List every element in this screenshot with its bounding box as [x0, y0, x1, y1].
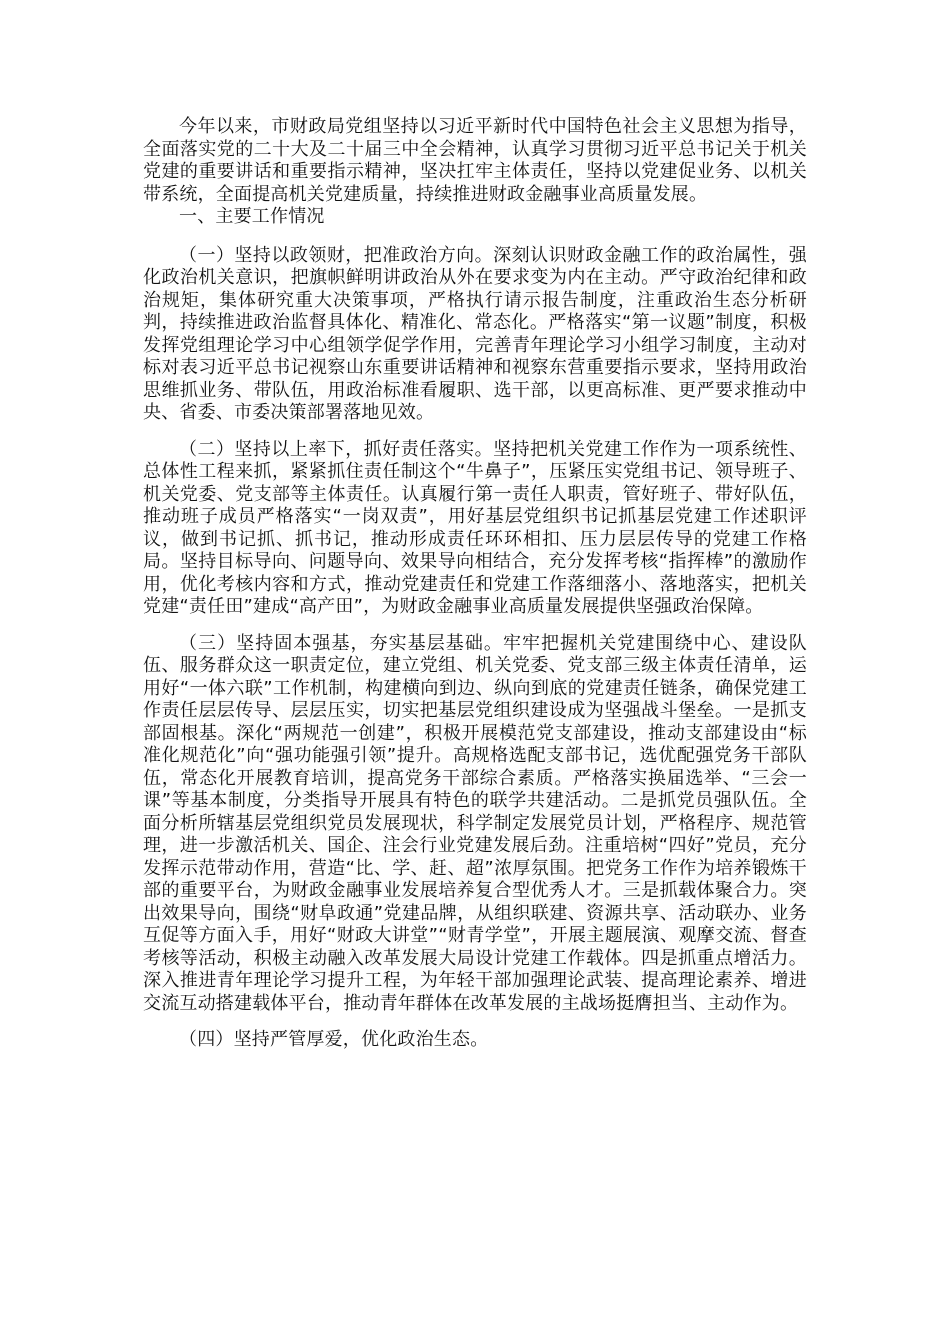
paragraph-1: （一）坚持以政领财，把准政治方向。深刻认识财政金融工作的政治属性，强化政治机关意识，把旗帜鲜明讲政治从外在要求变为内在主动。严守政治纪律和政治规矩，集体研究重大决策事项，严格执行请示报告制度，注重政治生态分析研判，持续推进政治监督具体化、精准化、常态化。严格落实“第一议题”制度，积极发挥党组理论学习中心组领学促学作用，完善青年理论学习小组学习制度，主动对标对表习近平总书记视察山东重要讲话精神和视察东营重要指示要求，坚持用政治思维抓业务、带队伍，用政治标准看履职、选干部，以更高标准、更严要求推动中央、省委、市委决策部署落地见效。: [143, 244, 807, 423]
intro-paragraph: 今年以来，市财政局党组坚持以习近平新时代中国特色社会主义思想为指导，全面落实党的二十大及二十届三中全会精神，认真学习贯彻习近平总书记关于机关党建的重要讲话和重要指示精神，坚决扛牢主体责任，坚持以党建促业务、以机关带系统，全面提高机关党建质量，持续推进财政金融事业高质量发展。: [143, 116, 807, 205]
paragraph-3: （三）坚持固本强基，夯实基层基础。牢牢把握机关党建围绕中心、建设队伍、服务群众这一职责定位，建立党组、机关党委、党支部三级主体责任清单，运用好“一体六联”工作机制，构建横向到边、纵向到底的党建责任链条，确保党建工作责任层层传导、层层压实，切实把基层党组织建设成为坚强战斗堡垒。一是抓支部固根基。深化“两规范一创建”，积极开展模范党支部建设，推动支部建设由“标准化规范化”向“强功能强引领”提升。高规格选配支部书记，选优配强党务干部队伍，常态化开展教育培训，提高党务干部综合素质。严格落实换届选举、“三会一课”等基本制度，分类指导开展具有特色的联学共建活动。二是抓党员强队伍。全面分析所辖基层党组织党员发展现状，科学制定发展党员计划，严格程序、规范管理，进一步激活机关、国企、注会行业党建发展后劲。注重培树“四好”党员，充分发挥示范带动作用，营造“比、学、赶、超”浓厚氛围。把党务工作作为培养锻炼干部的重要平台，为财政金融事业发展培养复合型优秀人才。三是抓载体聚合力。突出效果导向，围绕“财阜政通”党建品牌，从组织联建、资源共享、活动联办、业务互促等方面入手，用好“财政大讲堂”“财青学堂”，开展主题展演、观摩交流、督查考核等活动，积极主动融入改革发展大局设计党建工作载体。四是抓重点增活力。深入推进青年理论学习提升工程，为年轻干部加强理论武装、提高理论素养、增进交流互动搭建载体平台，推动青年群体在改革发展的主战场挺膺担当、主动作为。: [143, 632, 807, 1014]
section-heading: 一、主要工作情况: [179, 206, 325, 227]
paragraph-4: （四）坚持严管厚爱，优化政治生态。: [179, 1029, 489, 1050]
paragraph-2: （二）坚持以上率下，抓好责任落实。坚持把机关党建工作作为一项系统性、总体性工程来抓，紧紧抓住责任制这个“牛鼻子”，压紧压实党组书记、领导班子、机关党委、党支部等主体责任。认真履行第一责任人职责，管好班子、带好队伍，推动班子成员严格落实“一岗双责”，用好基层党组织书记抓基层党建工作述职评议，做到书记抓、抓书记，推动形成责任环环相扣、压力层层传导的党建工作格局。坚持目标导向、问题导向、效果导向相结合，充分发挥考核“指挥棒”的激励作用，优化考核内容和方式，推动党建责任和党建工作落细落小、落地落实，把机关党建“责任田”建成“高产田”，为财政金融事业高质量发展提供坚强政治保障。: [143, 438, 807, 617]
document-page: [143, 116, 807, 1052]
